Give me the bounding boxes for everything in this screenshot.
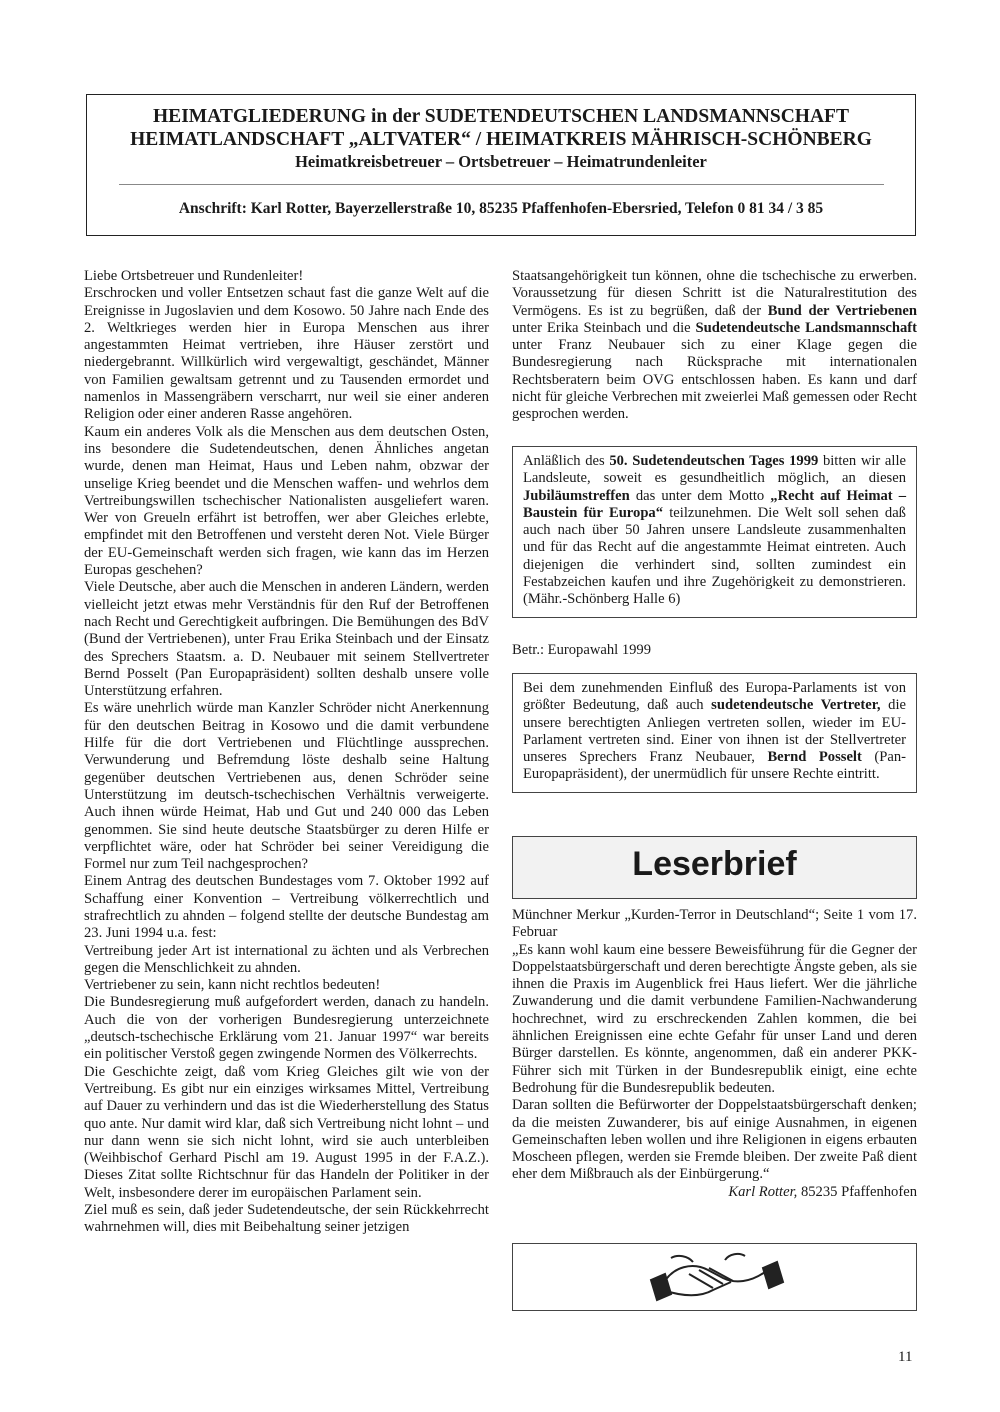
masthead-box — [86, 94, 916, 236]
leserbrief-article — [512, 907, 917, 1201]
leserbrief-banner — [512, 836, 917, 899]
article-signature: Karl Rotter, 85235 Pfaffenhofen — [728, 1183, 917, 1200]
article-paragraph: „Es kann wohl kaum eine bessere Beweisführung für die Gegner der Doppelstaatsbürgerschaft und deren berechtigte Ängste geben, als sie ihnen die Praxis im Augenblick frei Haus liefert. Wer die jährliche Zuwanderung und die damit verbundene Familien-Nachwanderung hochrechnet, wird zu erschreckenden Zahlen kommen, die bei ähnlichen Ereignissen eine echte Gefahr für unser Land und deren Bürger darstellen. Es könnte, angenommen, daß ein anderer PKK-Führer sich mit Türken in der Bundesrepublik einigt, eine echte Bedrohung für die Bundesrepublik bedeuten. — [512, 941, 917, 1096]
masthead-address: Anschrift: Karl Rotter, Bayerzellerstraße 10, 85235 Pfaffenhofen-Ebersried, Telefon 0 81 34 / 3 85 — [178, 200, 824, 217]
paragraph: Erschrocken und voller Entsetzen schaut fast die ganze Welt auf die Ereignisse in Jugoslavien und dem Kosowo. 50 Jahre nach Ende des 2. Weltkrieges werden hier in Europa Menschen aus ihrer angestammten Heimat vertrieben, ihre Häuser zerstört und niedergebrannt. Willkürlich wird vergewaltigt, geschändet, Männer von Familien gewaltsam getrennt und zu Tausenden ermordet und namenlos in Massengräbern verscharrt, nur weil sie einer anderen Religion oder einer anderen Rasse angehören. — [84, 285, 489, 423]
paragraph: Es wäre unehrlich würde man Kanzler Schröder nicht Anerkennung für den deutschen Beitrag in Kosowo und die damit verbundene Hilfe für die dort Vertriebenen und Flüchtlinge aussprechen. Verwunderung und Befremdung löste deshalb seine Haltung gegenüber deutschen Vertriebenen aus, denen Schröder seine Unterstützung im deutsch-tschechischen Verhältnis verweigerte. Auch ihnen würde Heimat, Hab und Gut und 240 000 das Leben genommen. Sie sind heute deutsche Staatsbürger zu deren Hilfe er verpflichtet wäre, oder hat Schröder bei seiner Vereidigung die Formel nur zum Teil nachgesprochen? — [84, 700, 489, 873]
notice-text: Anläßlich des 50. Sudetendeutschen Tages 1999 bitten wir alle Landsleute, soweit es gesundheitlich möglich, an diesen Jubiläumstreffen das unter dem Motto „Recht auf Heimat – Baustein für Europa“ teilzunehmen. Die Welt soll sehen daß auch nach über 50 Jahren unsere Landsleute zusammenhalten und für das Recht auf die angestammte Heimat eintreten. Auch diejenigen die verhindert sind, sollten zumindest ein Festabzeichen kaufen und ihre Zugehörigkeit zu demonstrieren. (Mähr.-Schönberg Halle 6) — [523, 453, 906, 608]
paragraph: Kaum ein anderes Volk als die Menschen aus dem deutschen Osten, ins besondere die Sudetendeutschen, denen Ähnliches angetan wurde, denen man Heimat, Haus und Leben nahm, obzwar der unselige Krieg beendet und die Menschen waffen- und wehrlos dem Vertreibungswillen tschechischer Nationalisten ausgeliefert waren. Wer von Greueln erfährt ist betroffen, wer aber Gleiches erlebte, empfindet mit den Betroffenen und versteht deren Not. Viele Bürger der EU-Gemeinschaft werden sich fragen, wie kann das im Herzen Europas geschehen? — [84, 423, 489, 579]
masthead-subtitle: Heimatkreisbetreuer – Ortsbetreuer – Heimatrundenleiter — [295, 152, 707, 171]
handshake-emblem-box — [512, 1243, 917, 1311]
paragraph: Ziel muß es sein, daß jeder Sudetendeutsche, der sein Rückkehrrecht wahrnehmen will, dies mit Beibehaltung seiner jetzigen — [84, 1202, 489, 1236]
sudetendeutscher-tag-notice — [512, 446, 917, 618]
masthead-line-2: HEIMATLANDSCHAFT „ALTVATER“ / HEIMATKREIS MÄHRISCH-SCHÖNBERG — [130, 129, 872, 150]
paragraph: Viele Deutsche, aber auch die Menschen in anderen Ländern, werden vielleicht jetzt etwas mehr Verständnis für den Ruf der Betroffenen nach Recht und Gerechtigkeit aufbringen. Die Bemühungen des BdV (Bund der Vertriebenen), unter Frau Erika Steinbach und der Einsatz des Sprechers Staatsm. a. D. Neubauer mit seinem Stellvertreter Bernd Posselt (Pan Europapräsident) sollten deshalb unsere volle Unterstützung erfahren. — [84, 579, 489, 700]
paragraph: Die Bundesregierung muß aufgefordert werden, danach zu handeln. Auch die von der vorherigen Bundesregierung unterzeichnete „deutsch-tschechische Erklärung vom 21. Januar 1997“ war bereits ein politischer Verstoß gegen zwingende Normen des Völkerrechts. — [84, 994, 489, 1063]
article-paragraph: Daran sollten die Befürworter der Doppelstaatsbürgerschaft denken; da die meisten Zuwanderer, bis auf einige Ausnahmen, in eigenen Gemeinschaften leben wollen und ihre Religionen in eigens erbauten Moscheen pflegen, werden sie Fremde bleiben. Der zweite Paß dient eher dem Mißbrauch als der Einbürgerung.“ — [512, 1097, 917, 1183]
continued-paragraph: Staatsangehörigkeit tun können, ohne die tschechische zu erwerben. Voraussetzung für diesen Schritt ist die Naturalrestitution des Vermögens. Es ist zu begrüßen, daß der Bund der Vertriebenen unter Erika Steinbach und die Sudetendeutsche Landsmannschaft unter Franz Neubauer sich zu einer Klage gegen die Bundesregierung nach Rücksprache mit internationalen Rechtsberatern beim OVG entschlossen haben. Es kann und darf nicht für gleiche Verbrechen mit zweierlei Maß gemessen oder Recht gesprochen werden. — [512, 268, 917, 423]
paragraph: Die Geschichte zeigt, daß vom Krieg Gleiches gilt wie von der Vertreibung. Es gibt nur ein einziges wirksames Mittel, Vertreibung auf Dauer zu verhindern und das ist die Wiederherstellung des Status quo ante. Nur damit wird klar, daß sich Vertreibung nicht lohnt – und nur dann wenn sie sich nicht lohnt, wird sie auch unterbleiben (Weihbischof Gerhard Pischl am 19. August 1995 in der F.A.Z.). Dieses Zitat sollte Richtschnur für das Handeln der Politiker in der Welt, insbesondere derer im europäischen Parlament sein. — [84, 1063, 489, 1201]
masthead-divider — [119, 184, 884, 185]
paragraph: Vertriebener zu sein, kann nicht rechtlos bedeuten! — [84, 977, 381, 994]
paragraph: Einem Antrag des deutschen Bundestages vom 7. Oktober 1992 auf Schaffung einer Konvention – Vertreibung völkerrechtlich und strafrechtlich zu ahnden – folgend stellte der deutsche Bundestag am 23. Juni 1994 u.a. fest: — [84, 873, 489, 942]
leserbrief-title: Leserbrief — [632, 845, 797, 883]
europawahl-notice — [512, 673, 917, 793]
masthead-line-1: HEIMATGLIEDERUNG in der SUDETENDEUTSCHEN LANDSMANNSCHAFT — [153, 106, 849, 127]
paragraph: Vertreibung jeder Art ist international zu ächten und als Verbrechen gegen die Menschlichkeit zu ahnden. — [84, 942, 489, 976]
right-column-top — [512, 268, 917, 424]
article-source: Münchner Merkur „Kurden-Terror in Deutschland“; Seite 1 vom 17. Februar — [512, 907, 917, 941]
handshake-icon — [513, 1244, 916, 1310]
salutation: Liebe Ortsbetreuer und Rundenleiter! — [84, 268, 304, 284]
left-column — [84, 268, 489, 1237]
page-number: 11 — [898, 1349, 913, 1365]
notice-text: Bei dem zunehmenden Einfluß des Europa-Parlaments ist von größter Bedeutung, daß auch sudetendeutsche Vertreter, die unsere berechtigten Anliegen vertreten sollen, wieder im EU-Parlament vertreten sind. Einer von ihnen ist der Stellvertreter unseres Sprechers Franz Neubauer, Bernd Posselt (Pan-Europapräsident), der unermüdlich für unsere Rechte eintritt. — [523, 680, 906, 783]
europawahl-heading: Betr.: Europawahl 1999 — [512, 642, 652, 658]
